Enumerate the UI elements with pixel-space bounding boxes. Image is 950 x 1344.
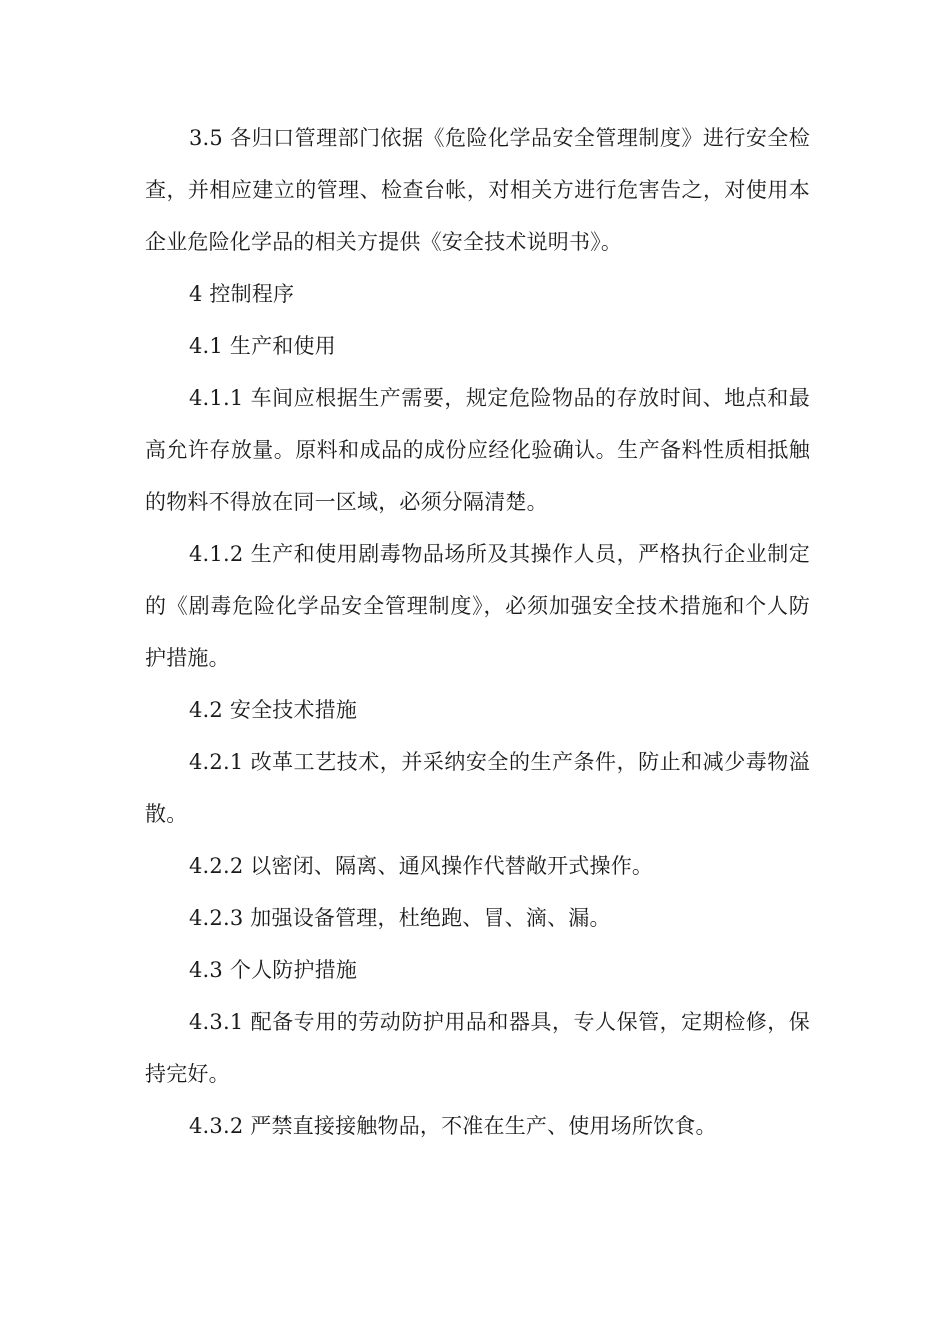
document-body: [145, 112, 810, 1152]
heading-4-1-production-use: 4.1 生产和使用: [189, 334, 336, 358]
heading-4-control-procedure: 4 控制程序: [189, 282, 295, 306]
paragraph-3-5: 3.5 各归口管理部门依据《危险化学品安全管理制度》进行安全检查，并相应建立的管理、检查台帐，对相关方进行危害告之，对使用本企业危险化学品的相关方提供《安全技术说明书》。: [145, 126, 810, 254]
paragraph-4-2-1: 4.2.1 改革工艺技术，并采纳安全的生产条件，防止和减少毒物溢散。: [145, 750, 810, 826]
paragraph-4-2-3: 4.2.3 加强设备管理，杜绝跑、冒、滴、漏。: [189, 906, 611, 930]
paragraph-4-2-2: 4.2.2 以密闭、隔离、通风操作代替敞开式操作。: [189, 854, 654, 878]
paragraph-4-3-1: 4.3.1 配备专用的劳动防护用品和器具，专人保管，定期检修，保持完好。: [145, 1010, 810, 1086]
heading-4-2-safety-measures: 4.2 安全技术措施: [189, 698, 358, 722]
paragraph-4-3-2: 4.3.2 严禁直接接触物品，不准在生产、使用场所饮食。: [189, 1114, 717, 1138]
heading-4-3-personal-protection: 4.3 个人防护措施: [189, 958, 358, 982]
paragraph-4-1-2: 4.1.2 生产和使用剧毒物品场所及其操作人员，严格执行企业制定的《剧毒危险化学品安全管理制度》，必须加强安全技术措施和个人防护措施。: [145, 542, 810, 670]
paragraph-4-1-1: 4.1.1 车间应根据生产需要，规定危险物品的存放时间、地点和最高允许存放量。原料和成品的成份应经化验确认。生产备料性质相抵触的物料不得放在同一区域，必须分隔清楚。: [145, 386, 810, 514]
